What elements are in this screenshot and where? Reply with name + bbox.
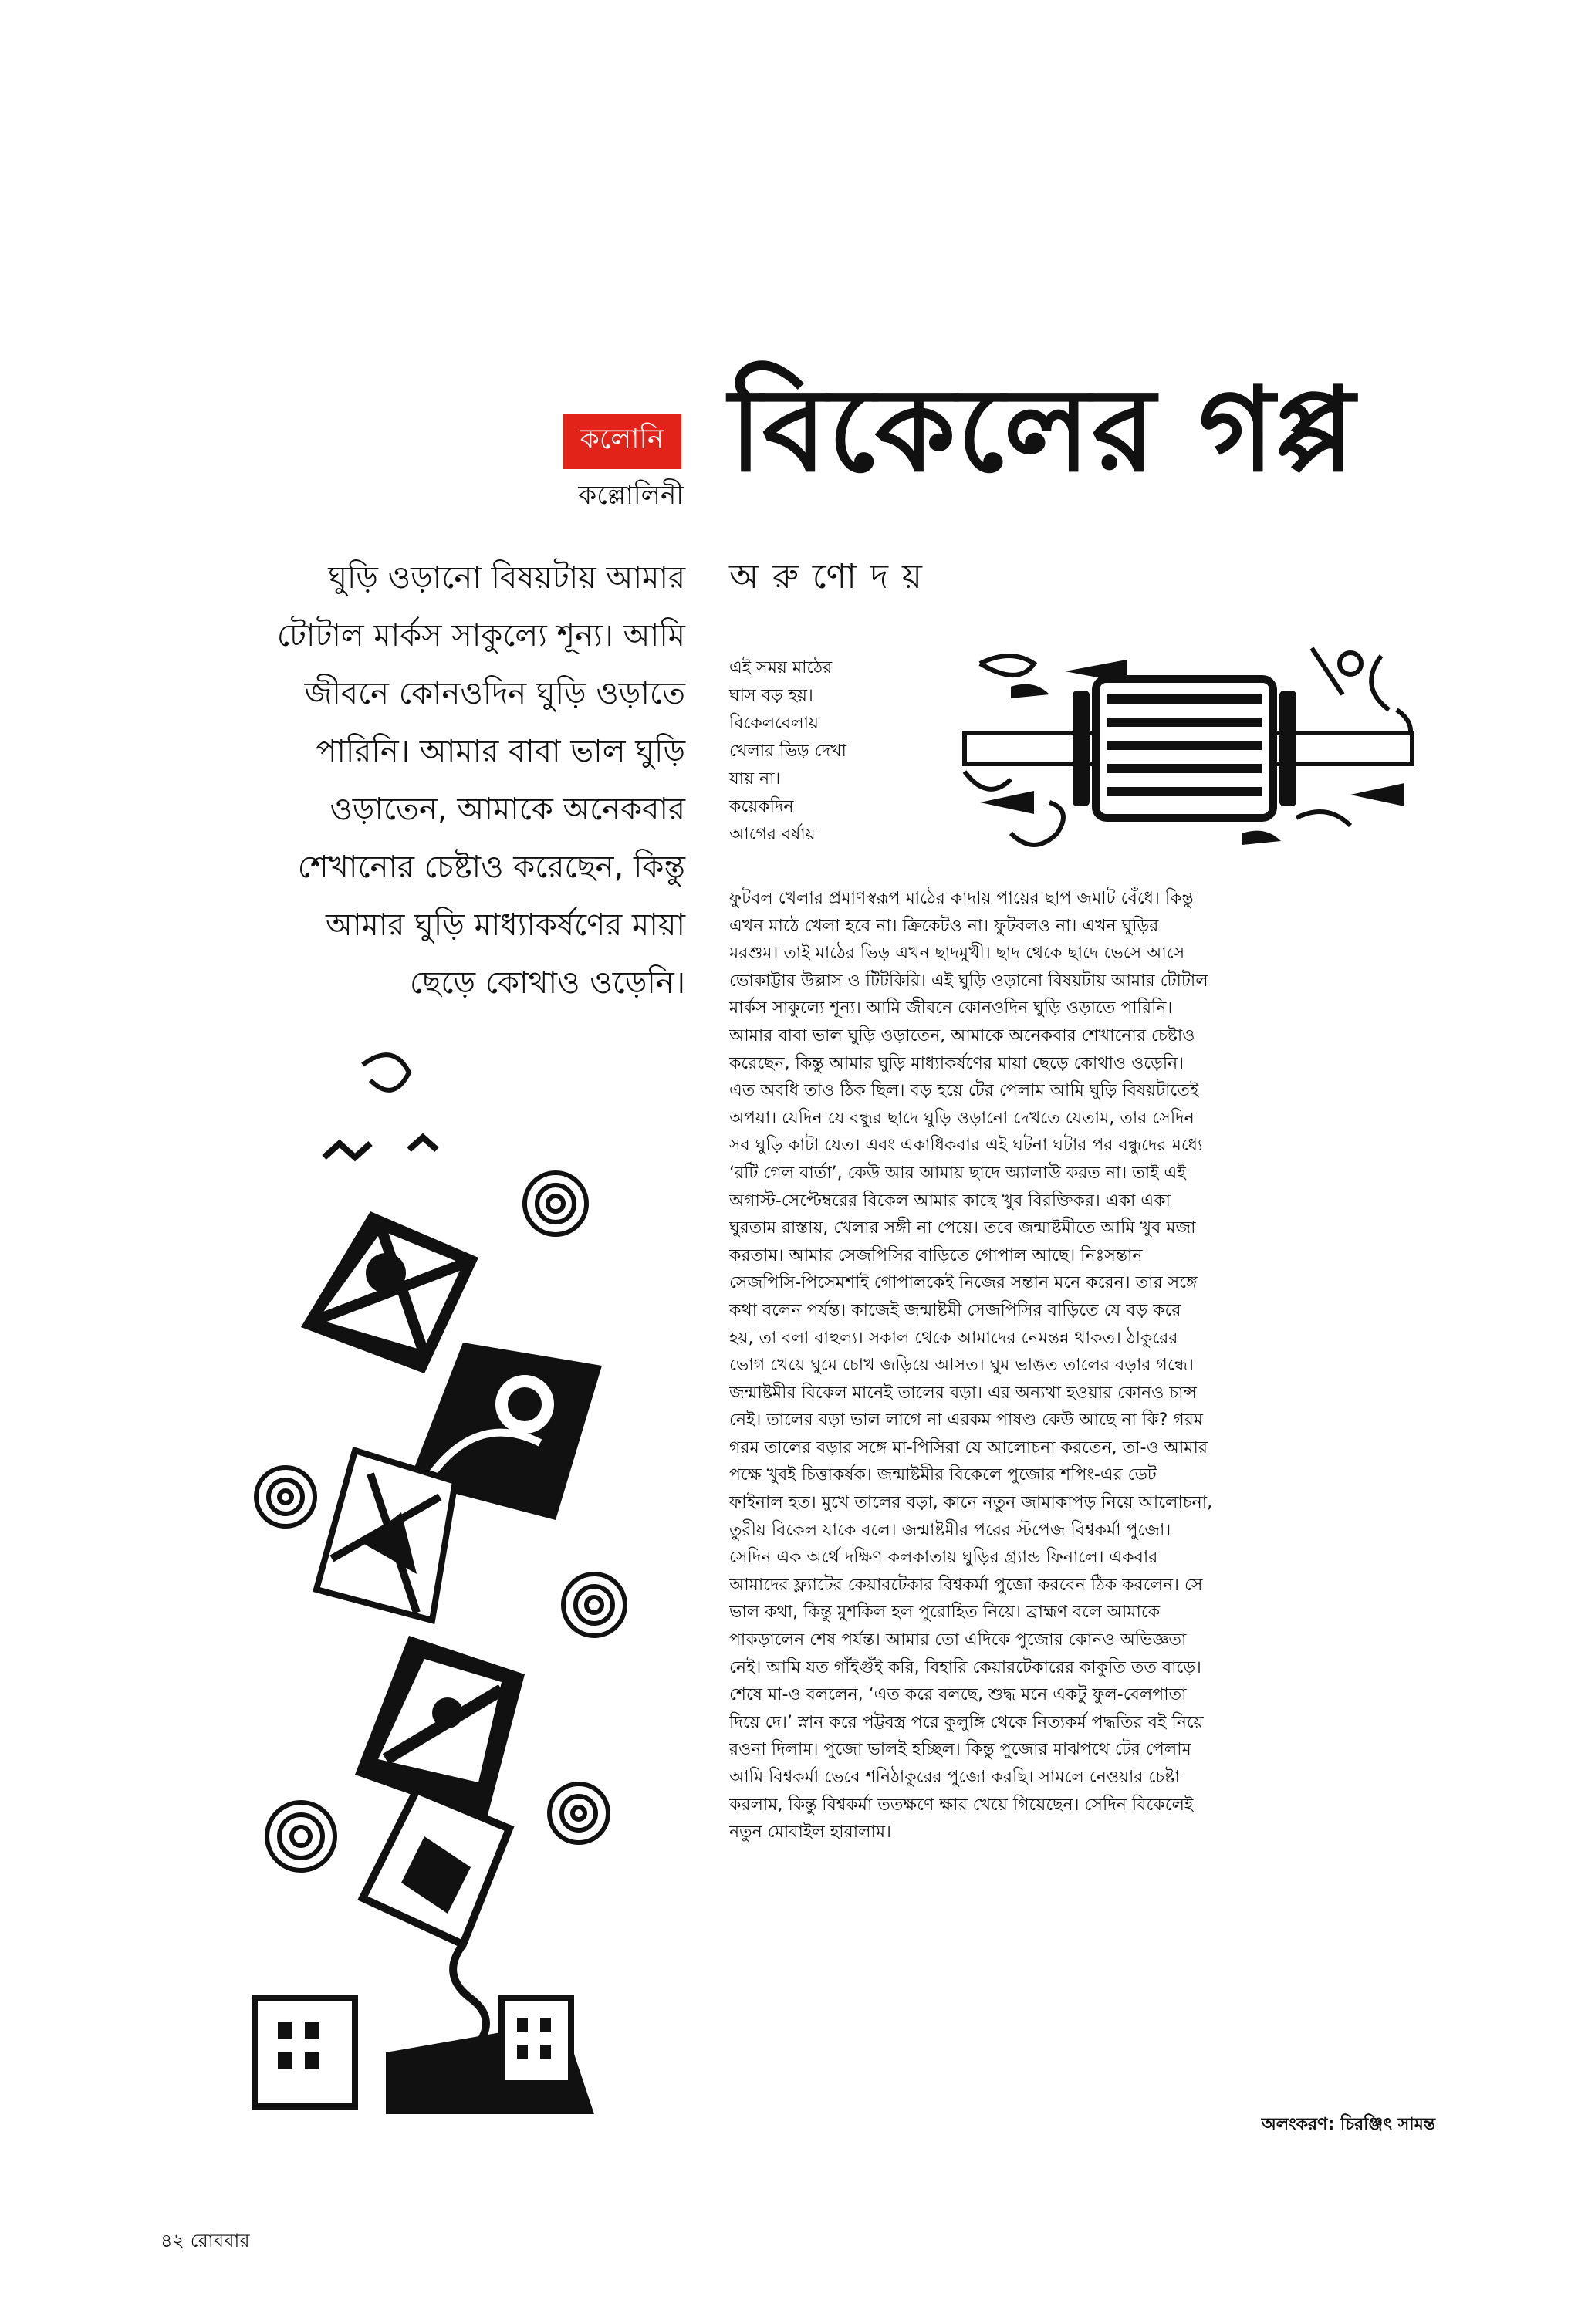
intro-line: বিকেলবেলায় <box>729 714 819 733</box>
intro-column <box>729 654 938 849</box>
body-line: অগাস্ট-সেপ্টেম্বরের বিকেল আমার কাছে খুব বিরক্তিকর। একা একা <box>729 1191 1171 1211</box>
pull-quote <box>176 549 685 1012</box>
body-line: হয়, তা বলা বাহুল্য। সকাল থেকে আমাদের নেমন্তন্ন থাকত। ঠাকুরের <box>729 1328 1178 1348</box>
body-line: মার্কস সাকুল্যে শূন্য। আমি জীবনে কোনওদিন ঘুড়ি ওড়াতে পারিনি। <box>729 998 1173 1018</box>
pull-quote-line: ঘুড়ি ওড়ানো বিষয়টায় আমার <box>328 560 685 596</box>
body-line: মরশুম। তাই মাঠের ভিড় এখন ছাদমুখী। ছাদ থেকে ছাদে ভেসে আসে <box>729 944 1185 964</box>
author-byline: অরুণোদয় <box>729 557 936 596</box>
body-line: শেষে মা-ও বললেন, ‘এত করে বলছে, শুদ্ধ মনে একটু ফুল-বেলপাতা <box>729 1685 1187 1705</box>
body-line: করেছেন, কিন্তু আমার ঘুড়ি মাধ্যাকর্ষণের মায়া ছেড়ে কোথাও ওড়েনি। <box>729 1053 1184 1073</box>
pull-quote-line: আমার ঘুড়ি মাধ্যাকর্ষণের মায়া <box>325 907 685 943</box>
pull-quote-line: টোটাল মার্কস সাকুল্যে শূন্য। আমি <box>276 618 685 654</box>
kites-illustration <box>231 1018 664 2130</box>
body-line: ঘুরতাম রাস্তায়, খেলার সঙ্গী না পেয়ে। তবে জন্মাষ্টমীতে আমি খুব মজা <box>729 1218 1196 1238</box>
pull-quote-line: ওড়াতেন, আমাকে অনেকবার <box>329 792 685 827</box>
series-name: কল্লোলিনী <box>578 480 684 511</box>
birds-kite-illustration <box>949 617 1428 872</box>
body-line: সেদিন এক অর্থে দক্ষিণ কলকাতায় ঘুড়ির গ্র্যান্ড ফিনালে। একবার <box>729 1548 1158 1568</box>
body-line: পক্ষে খুবই চিত্তাকর্ষক। জন্মাষ্টমীর বিকেলে পুজোর শপিং-এর ডেট <box>729 1465 1157 1485</box>
body-line: গরম তালের বড়ার সঙ্গে মা-পিসিরা যে আলোচনা করতেন, তা-ও আমার <box>729 1437 1208 1458</box>
section-badge: কলোনি <box>563 414 681 469</box>
body-line: নতুন মোবাইল হারালাম। <box>729 1822 892 1843</box>
intro-line: খেলার ভিড় দেখা <box>729 741 846 761</box>
body-line: অপয়া। যেদিন যে বন্ধুর ছাদে ঘুড়ি ওড়ানো দেখতে যেতাম, তার সেদিন <box>729 1108 1195 1128</box>
article-title: বিকেলের গপ্প <box>729 363 1357 498</box>
body-line: নেই। তালের বড়া ভাল লাগে না এরকম পাষণ্ড কেউ আছে না কি? গরম <box>729 1410 1203 1431</box>
body-line: ভাল কথা, কিন্তু মুশকিল হল পুরোহিত নিয়ে। ব্রাহ্মণ বলে আমাকে <box>729 1603 1161 1623</box>
illustration-credit: অলংকরণ: চিরঞ্জিৎ সামন্ত <box>1261 2115 1435 2134</box>
body-line: ফুটবল খেলার প্রমাণস্বরূপ মাঠের কাদায় পায়ের ছাপ জমাট বেঁধে। কিন্তু <box>729 889 1194 908</box>
body-line: সব ঘুড়ি কাটা যেত। এবং একাধিকবার এই ঘটনা ঘটার পর বন্ধুদের মধ্যে <box>729 1136 1203 1156</box>
pull-quote-line: জীবনে কোনওদিন ঘুড়ি ওড়াতে <box>304 676 685 711</box>
body-line: আমার বাবা ভাল ঘুড়ি ওড়াতেন, আমাকে অনেকবার শেখানোর চেষ্টাও <box>729 1025 1195 1045</box>
pull-quote-line: শেখানোর চেষ্টাও করেছেন, কিন্তু <box>297 850 685 885</box>
page-folio: ৪২ রোববার <box>161 2230 250 2251</box>
intro-line: যায় না। <box>729 769 781 789</box>
body-line: রওনা দিলাম। পুজো ভালই হচ্ছিল। কিন্তু পুজোর মাঝপথে টের পেলাম <box>729 1740 1191 1760</box>
body-line: নেই। আমি যত গাঁইগুঁই করি, বিহারি কেয়ারটেকারের কাকুতি তত বাড়ে। <box>729 1657 1201 1677</box>
intro-line: কয়েকদিন <box>729 797 794 816</box>
body-line: ‘রটি গেল বার্তা’, কেউ আর আমায় ছাদে অ্যালাউ করত না। তাই এই <box>729 1163 1186 1183</box>
body-line: কথা বলেন পর্যন্ত। কাজেই জন্মাষ্টমী সেজপিসির বাড়িতে যে বড় করে <box>729 1300 1181 1320</box>
pull-quote-line: ছেড়ে কোথাও ওড়েনি। <box>410 965 685 1001</box>
body-line: আমি বিশ্বকর্মা ভেবে শনিঠাকুরের পুজো করছি। সামলে নেওয়ার চেষ্টা <box>729 1768 1180 1787</box>
body-line: জন্মাষ্টমীর বিকেল মানেই তালের বড়া। এর অন্যথা হওয়ার কোনও চান্স <box>729 1383 1197 1403</box>
body-line: তুরীয় বিকেল যাকে বলে। জন্মাষ্টমীর পরের স্টপেজ বিশ্বকর্মা পুজো। <box>729 1520 1171 1540</box>
body-line: আমাদের ফ্ল্যাটের কেয়ারটেকার বিশ্বকর্মা পুজো করবেন ঠিক করলেন। সে <box>729 1575 1203 1595</box>
pull-quote-line: পারিনি। আমার বাবা ভাল ঘুড়ি <box>316 734 685 769</box>
intro-line: এই সময় মাঠের <box>729 658 833 677</box>
body-line: ভোকাট্টার উল্লাস ও টিটকিরি। এই ঘুড়ি ওড়ানো বিষয়টায় আমার টোটাল <box>729 971 1208 991</box>
body-line: এখন মাঠে খেলা হবে না। ক্রিকেটও না। ফুটবলও না। এখন ঘুড়ির <box>729 916 1159 936</box>
body-line: করলাম, কিন্তু বিশ্বকর্মা ততক্ষণে ক্ষার খেয়ে গিয়েছেন। সেদিন বিকেলেই <box>729 1795 1194 1815</box>
article-body <box>729 885 1431 1846</box>
intro-line: ঘাস বড় হয়। <box>729 686 813 705</box>
body-line: করতাম। আমার সেজপিসির বাড়িতে গোপাল আছে। নিঃসন্তান <box>729 1245 1143 1265</box>
body-line: পাকড়ালেন শেষ পর্যন্ত। আমার তো এদিকে পুজোর কোনও অভিজ্ঞতা <box>729 1630 1187 1650</box>
body-line: ভোগ খেয়ে ঘুমে চোখ জড়িয়ে আসত। ঘুম ভাঙত তালের বড়ার গন্ধে। <box>729 1356 1194 1376</box>
body-line: দিয়ে দে।’ স্নান করে পট্টবস্ত্র পরে কুলুঙ্গি থেকে নিত্যকর্ম পদ্ধতির বই নিয়ে <box>729 1712 1204 1732</box>
body-line: ফাইনাল হত। মুখে তালের বড়া, কানে নতুন জামাকাপড় নিয়ে আলোচনা, <box>729 1493 1213 1513</box>
body-line: সেজপিসি-পিসেমশাই গোপালকেই নিজের সন্তান মনে করেন। তার সঙ্গে <box>729 1273 1198 1293</box>
intro-line: আগের বর্ষায় <box>729 825 816 844</box>
body-line: এত অবধি তাও ঠিক ছিল। বড় হয়ে টের পেলাম আমি ঘুড়ি বিষয়টাতেই <box>729 1081 1199 1101</box>
